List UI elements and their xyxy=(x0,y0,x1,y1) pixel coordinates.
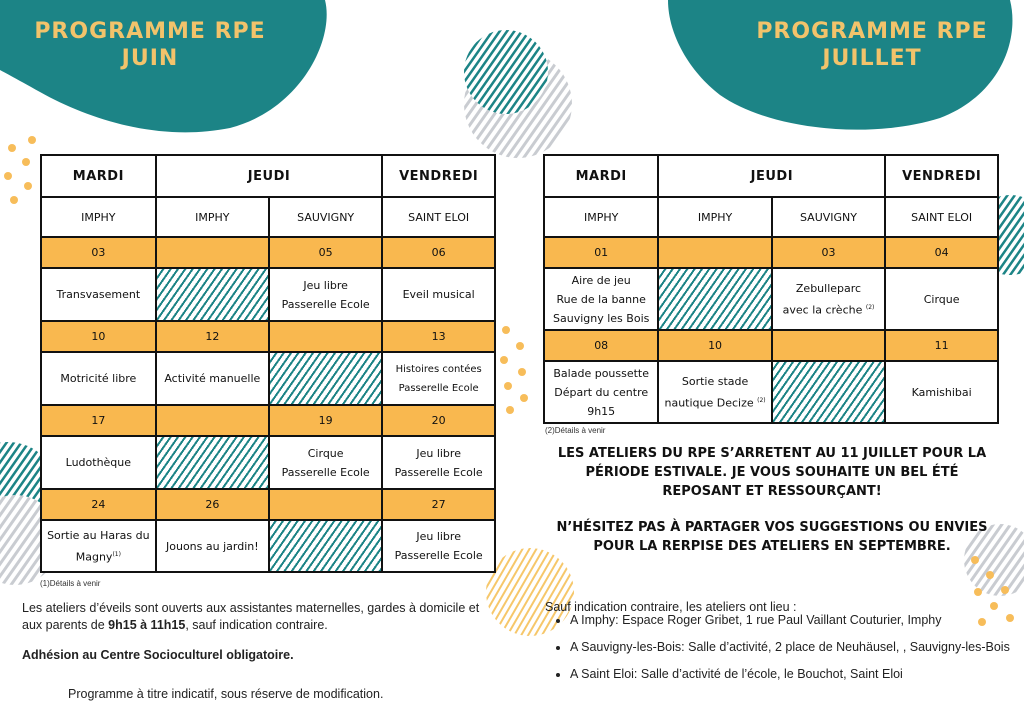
date-cell xyxy=(269,489,382,520)
date-cell: 20 xyxy=(382,405,495,436)
date-cell: 13 xyxy=(382,321,495,352)
date-cell: 26 xyxy=(156,489,269,520)
date-cell: 10 xyxy=(41,321,156,352)
suggestions-message: N’HÉSITEZ PAS À PARTAGER VOS SUGGESTIONS OU ENVIES POUR LA RERPISE DES ATELIERS EN SEPTEMBRE. xyxy=(556,520,988,554)
teal-striped-circle xyxy=(464,30,548,114)
place-header: IMPHY xyxy=(544,197,658,237)
empty-hatched-cell xyxy=(772,361,886,423)
opening-hours-info xyxy=(22,600,484,634)
footnote-mark: (2) xyxy=(757,396,766,404)
opening-info-text-end: , sauf indication contraire. xyxy=(185,618,328,632)
juin-title-line2: JUIN xyxy=(121,46,179,71)
juin-schedule-table xyxy=(40,154,496,573)
footnote-mark: (1) xyxy=(112,550,121,558)
date-cell: 03 xyxy=(772,237,886,268)
orange-dots-middle xyxy=(500,326,528,414)
empty-hatched-cell xyxy=(269,352,382,405)
place-header: SAUVIGNY xyxy=(772,197,886,237)
summer-break-message: LES ATELIERS DU RPE S’ARRETENT AU 11 JUILLET POUR LA PÉRIODE ESTIVALE. JE VOUS SOUHAITE UN BEL ÉTÉ REPOSANT ET RESSOURÇANT! xyxy=(557,446,987,499)
date-cell: 05 xyxy=(269,237,382,268)
activity-cell xyxy=(658,361,771,423)
disclaimer: Programme à titre indicatif, sous réserve de modification. xyxy=(68,687,384,701)
date-cell: 11 xyxy=(885,330,998,361)
activity-cell: Aire de jeu Rue de la banne Sauvigny les Bois xyxy=(544,268,658,330)
juillet-title-line1: PROGRAMME RPE xyxy=(756,19,988,44)
location-item: • A Saint Eloi: Salle d’activité de l’école, le Bouchot, Saint Eloi xyxy=(570,666,1020,683)
juillet-title-line2: JUILLET xyxy=(822,46,922,71)
date-cell: 04 xyxy=(885,237,998,268)
day-header-jeudi: JEUDI xyxy=(658,155,885,197)
date-cell: 19 xyxy=(269,405,382,436)
day-header-vendredi: VENDREDI xyxy=(885,155,998,197)
adhesion-info: Adhésion au Centre Socioculturel obligatoire. xyxy=(22,648,294,662)
activity-cell: Jouons au jardin! xyxy=(156,520,269,572)
date-cell: 17 xyxy=(41,405,156,436)
locations-intro: Sauf indication contraire, les ateliers ont lieu : xyxy=(545,600,797,614)
location-item: • A Imphy: Espace Roger Gribet, 1 rue Paul Vaillant Couturier, Imphy xyxy=(570,612,1020,629)
juin-footnote: (1)Détails à venir xyxy=(40,579,101,588)
activity-text: Sortie stade nautique Decize xyxy=(664,374,754,410)
orange-dots-left xyxy=(4,136,36,204)
place-header: IMPHY xyxy=(658,197,771,237)
date-cell xyxy=(658,237,771,268)
activity-cell: Histoires contées Passerelle Ecole xyxy=(382,352,495,405)
date-cell: 08 xyxy=(544,330,658,361)
activity-cell: Cirque Passerelle Ecole xyxy=(269,436,382,489)
activity-cell: Transvasement xyxy=(41,268,156,321)
activity-cell: Motricité libre xyxy=(41,352,156,405)
juin-title xyxy=(20,18,280,72)
activity-cell xyxy=(772,268,886,330)
empty-hatched-cell xyxy=(156,268,269,321)
activity-cell: Jeu libre Passerelle Ecole xyxy=(269,268,382,321)
activity-cell: Balade poussette Départ du centre 9h15 xyxy=(544,361,658,423)
juin-title-line1: PROGRAMME RPE xyxy=(34,19,266,44)
date-cell xyxy=(772,330,886,361)
location-item: • A Sauvigny-les-Bois: Salle d’activité, 2 place de Neuhäusel, , Sauvigny-les-Bois xyxy=(570,639,1020,656)
activity-cell: Activité manuelle xyxy=(156,352,269,405)
day-header-jeudi: JEUDI xyxy=(156,155,383,197)
activity-cell: Ludothèque xyxy=(41,436,156,489)
place-header: IMPHY xyxy=(156,197,269,237)
empty-hatched-cell xyxy=(156,436,269,489)
activity-cell: Eveil musical xyxy=(382,268,495,321)
day-header-mardi: MARDI xyxy=(544,155,658,197)
juillet-title xyxy=(742,18,1002,72)
activity-text: Sortie au Haras du Magny xyxy=(47,528,150,564)
activity-cell: Kamishibai xyxy=(885,361,998,423)
date-cell: 03 xyxy=(41,237,156,268)
footnote-mark: (2) xyxy=(865,303,875,311)
locations-list xyxy=(550,612,1020,693)
day-header-mardi: MARDI xyxy=(41,155,156,197)
date-cell: 10 xyxy=(658,330,771,361)
place-header: IMPHY xyxy=(41,197,156,237)
day-header-vendredi: VENDREDI xyxy=(382,155,495,197)
date-cell xyxy=(156,237,269,268)
place-header: SAUVIGNY xyxy=(269,197,382,237)
date-cell: 24 xyxy=(41,489,156,520)
empty-hatched-cell xyxy=(658,268,771,330)
activity-cell xyxy=(41,520,156,572)
activity-cell: Cirque xyxy=(885,268,998,330)
date-cell xyxy=(269,321,382,352)
opening-info-text: Les ateliers d’éveils sont ouverts aux assistantes maternelles, gardes à domicile et aux parents de xyxy=(22,601,480,632)
date-cell: 12 xyxy=(156,321,269,352)
empty-hatched-cell xyxy=(269,520,382,572)
date-cell: 06 xyxy=(382,237,495,268)
place-header: SAINT ELOI xyxy=(885,197,998,237)
activity-text: Zebulleparc avec la crèche xyxy=(782,281,863,317)
juillet-footnote: (2)Détails à venir xyxy=(545,426,606,435)
place-header: SAINT ELOI xyxy=(382,197,495,237)
date-cell: 27 xyxy=(382,489,495,520)
activity-cell: Jeu libre Passerelle Ecole xyxy=(382,436,495,489)
opening-hours: 9h15 à 11h15 xyxy=(108,618,186,632)
juillet-schedule-table xyxy=(543,154,999,424)
activity-cell: Jeu libre Passerelle Ecole xyxy=(382,520,495,572)
date-cell xyxy=(156,405,269,436)
date-cell: 01 xyxy=(544,237,658,268)
